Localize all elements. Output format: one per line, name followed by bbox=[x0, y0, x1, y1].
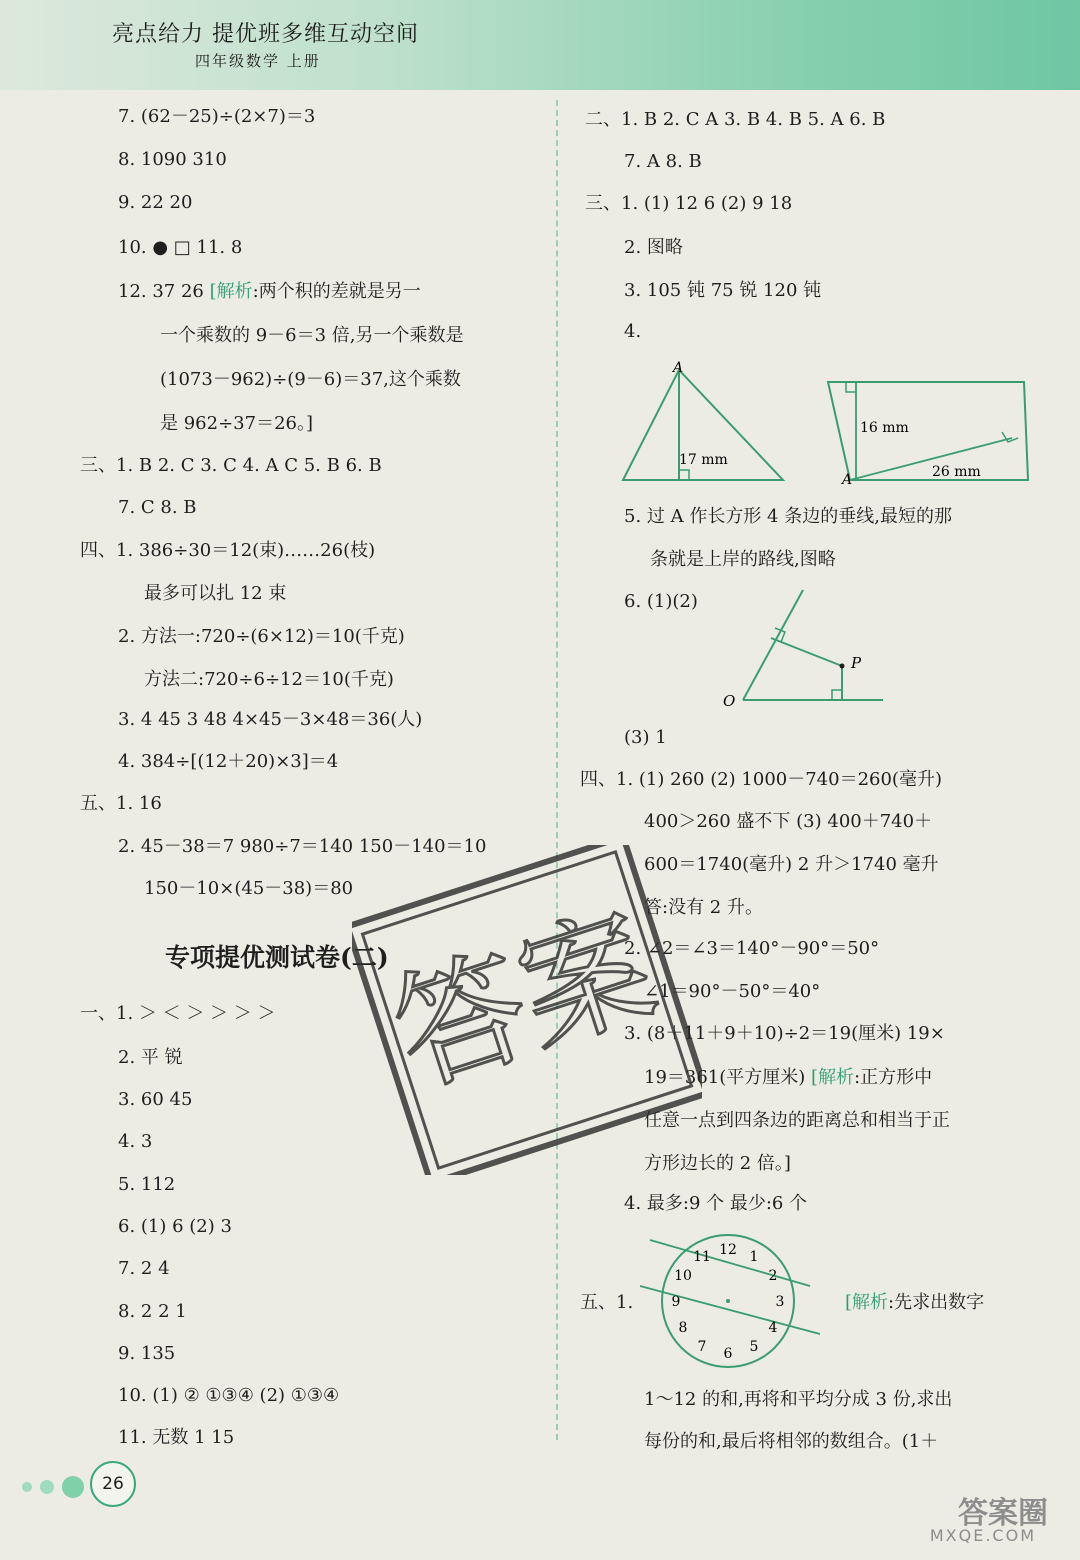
answer-line: 4. 最多:9 个 最少:6 个 bbox=[624, 1193, 808, 1214]
answer-line: 4. 3 bbox=[118, 1131, 153, 1152]
answer-line: 四、1. 386÷30＝12(束)……26(枝) bbox=[80, 540, 376, 561]
answer-line: 7. A 8. B bbox=[624, 151, 702, 172]
answer-line: 5. 112 bbox=[118, 1174, 176, 1195]
clock-number: 4 bbox=[768, 1320, 778, 1336]
answer-line: 方法二:720÷6÷12＝10(千克) bbox=[144, 669, 394, 690]
analysis-bracket: [ bbox=[845, 1292, 853, 1313]
answer-line: 7. C 8. B bbox=[118, 497, 197, 518]
analysis-bracket: [ bbox=[811, 1067, 819, 1088]
answer-line: 答:没有 2 升。 bbox=[644, 897, 763, 918]
stamp-text: 答案 bbox=[376, 888, 672, 1113]
answer-line: 4. 384÷[(12＋20)×3]＝4 bbox=[118, 751, 339, 772]
answer-line: (3) 1 bbox=[624, 727, 667, 748]
answer-line: 是 962÷37＝26。] bbox=[160, 413, 313, 434]
page-header bbox=[0, 0, 1080, 90]
answer-line: 每份的和,最后将相邻的数组合。(1＋ bbox=[644, 1431, 939, 1452]
answer-line: 3. 105 钝 75 锐 120 钝 bbox=[624, 280, 822, 301]
clock-number: 2 bbox=[768, 1268, 778, 1284]
answer-line: 3. (8＋11＋9＋10)÷2＝19(厘米) 19× bbox=[624, 1023, 945, 1044]
answer-line: 9. 135 bbox=[118, 1343, 176, 1364]
answer-line: 二、1. B 2. C A 3. B 4. B 5. A 6. B bbox=[585, 109, 886, 130]
answer-line: 10. ● □ 11. 8 bbox=[118, 237, 243, 258]
answer-line: 一、1. ＞ ＜ ＞ ＞ ＞ ＞ bbox=[80, 1003, 276, 1024]
section-title: 专项提优测试卷(二) bbox=[165, 943, 389, 972]
analysis-bracket: [ bbox=[209, 281, 217, 302]
answer-line: 3. 60 45 bbox=[118, 1089, 193, 1110]
analysis-label: 解析 bbox=[852, 1292, 889, 1313]
height-label: 26 mm bbox=[932, 464, 981, 480]
page-number: 26 bbox=[90, 1461, 136, 1507]
answer-line: 2. 图略 bbox=[624, 237, 683, 258]
clock-number: 8 bbox=[678, 1320, 688, 1336]
answer-line: 任意一点到四条边的距离总和相当于正 bbox=[644, 1110, 950, 1131]
site-watermark: 答案圈 bbox=[958, 1496, 1048, 1531]
clock-number: 1 bbox=[749, 1249, 759, 1265]
answer-line: 11. 无数 1 15 bbox=[118, 1427, 235, 1448]
vertex-label: O bbox=[723, 692, 736, 710]
answer-line: 五、1. 16 bbox=[80, 793, 162, 814]
analysis-label: 解析 bbox=[216, 281, 253, 302]
answer-line: 6. (1) 6 (2) 3 bbox=[118, 1216, 232, 1237]
answer-line: 8. 2 2 1 bbox=[118, 1301, 187, 1322]
answer-line: 400＞260 盛不下 (3) 400＋740＋ bbox=[644, 811, 933, 832]
triangle-figure bbox=[615, 360, 805, 490]
answer-line: 12. 37 26 [解析:两个积的差就是另一 bbox=[118, 281, 421, 302]
point-label: P bbox=[851, 654, 862, 672]
answer-line: 1～12 的和,再将和平均分成 3 份,求出 bbox=[644, 1389, 953, 1410]
height-label: 16 mm bbox=[860, 420, 909, 436]
column-divider bbox=[556, 100, 558, 1440]
answer-line: 600＝1740(毫升) 2 升＞1740 毫升 bbox=[644, 854, 939, 875]
answer-line: 150－10×(45－38)＝80 bbox=[144, 878, 354, 899]
answer-line: 三、1. (1) 12 6 (2) 9 18 bbox=[585, 193, 793, 214]
answer-line: 8. 1090 310 bbox=[118, 149, 227, 170]
answer-line: 3. 4 45 3 48 4×45－3×48＝36(人) bbox=[118, 709, 423, 730]
answer-line: (1073－962)÷(9－6)＝37,这个乘数 bbox=[160, 369, 461, 390]
site-watermark-url: MXQE.COM bbox=[929, 1526, 1036, 1545]
answer-line: 2. 方法一:720÷(6×12)＝10(千克) bbox=[118, 626, 405, 647]
answer-line: 4. bbox=[624, 321, 642, 342]
clock-number: 10 bbox=[674, 1268, 692, 1284]
clock-number: 9 bbox=[671, 1294, 681, 1310]
vertex-label: A bbox=[842, 472, 853, 488]
clock-figure bbox=[628, 1228, 828, 1378]
answer-line: 19＝361(平方厘米) [解析:正方形中 bbox=[644, 1067, 933, 1088]
answer-line: 9. 22 20 bbox=[118, 192, 193, 213]
answer-line: 10. (1) ② ①③④ (2) ①③④ bbox=[118, 1385, 340, 1406]
clock-number: 12 bbox=[719, 1242, 737, 1258]
clock-number: 7 bbox=[697, 1339, 707, 1355]
answer-line: 方形边长的 2 倍。] bbox=[644, 1153, 791, 1174]
book-subtitle: 四年级数学 上册 bbox=[195, 52, 321, 70]
series-title: 亮点给力 提优班多维互动空间 bbox=[112, 22, 419, 47]
answer-line: 2. ∠2＝∠3＝140°－90°＝50° bbox=[624, 938, 880, 959]
clock-number: 6 bbox=[723, 1346, 733, 1362]
clock-number: 5 bbox=[749, 1339, 759, 1355]
clock-number: 3 bbox=[775, 1294, 785, 1310]
vertex-label: A bbox=[673, 360, 684, 376]
answer-line: 7. (62－25)÷(2×7)＝3 bbox=[118, 106, 316, 127]
parallelogram-figure bbox=[820, 370, 1045, 490]
answer-line: 2. 平 锐 bbox=[118, 1047, 183, 1068]
answer-line: 条就是上岸的路线,图略 bbox=[650, 549, 836, 570]
analysis-label: 解析 bbox=[818, 1067, 855, 1088]
answer-line: [解析:先求出数字 bbox=[845, 1292, 985, 1313]
answer-line: 最多可以扎 12 束 bbox=[144, 583, 287, 604]
clock-number: 11 bbox=[693, 1249, 711, 1265]
answer-line: ∠1＝90°－50°＝40° bbox=[644, 981, 821, 1002]
answer-line: 2. 45－38＝7 980÷7＝140 150－140＝10 bbox=[118, 836, 487, 857]
answer-line: 四、1. (1) 260 (2) 1000－740＝260(毫升) bbox=[580, 769, 942, 790]
answer-line: 6. (1)(2) bbox=[624, 591, 698, 612]
answer-line: 五、1. bbox=[580, 1292, 634, 1313]
answer-line: 一个乘数的 9－6＝3 倍,另一个乘数是 bbox=[160, 325, 464, 346]
answer-line: 7. 2 4 bbox=[118, 1258, 170, 1279]
answer-line: 三、1. B 2. C 3. C 4. A C 5. B 6. B bbox=[80, 455, 382, 476]
angle-figure bbox=[715, 580, 895, 710]
height-label: 17 mm bbox=[679, 452, 728, 468]
answer-line: 5. 过 A 作长方形 4 条边的垂线,最短的那 bbox=[624, 506, 952, 527]
